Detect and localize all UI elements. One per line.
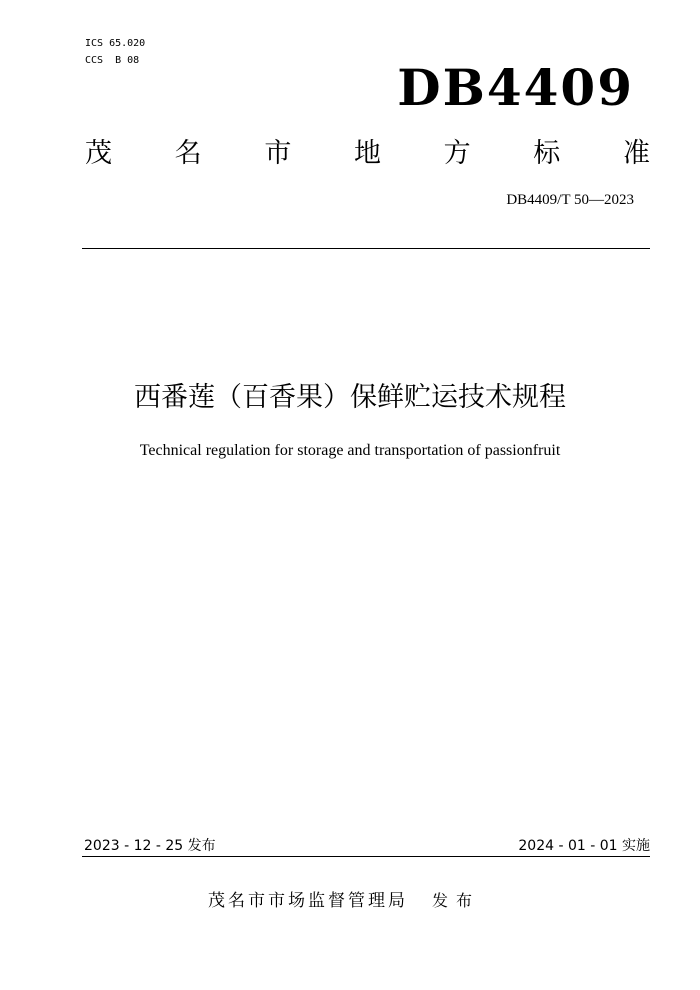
standard-type <box>85 136 650 172</box>
implementation-date: 2024 - 01 - 01 实施 <box>518 838 650 854</box>
bottom-divider <box>82 856 650 857</box>
standard-number: DB4409/T 50—2023 <box>506 192 634 208</box>
standard-code: DB4409 <box>397 58 634 117</box>
issuer-name: 茂名市市场监督管理局 <box>208 891 408 911</box>
standard-type-char: 茂 <box>85 138 112 169</box>
document-title-chinese: 西番莲（百香果）保鲜贮运技术规程 <box>134 382 566 413</box>
ics-code: ICS 65.020 <box>85 38 146 49</box>
issuer-block <box>208 890 480 912</box>
standard-type-char: 准 <box>622 138 650 169</box>
standard-type-char: 方 <box>443 138 471 169</box>
standard-type-char: 标 <box>533 138 561 169</box>
standard-type-char: 地 <box>353 138 381 169</box>
top-divider <box>82 248 650 249</box>
standard-type-char: 名 <box>174 138 202 169</box>
issuer-action: 发布 <box>432 891 481 910</box>
ccs-code: CCS B 08 <box>85 55 140 66</box>
standard-type-char: 市 <box>264 138 292 169</box>
issue-date: 2023 - 12 - 25 发布 <box>84 838 216 854</box>
document-title-english: Technical regulation for storage and transportation of passionfruit <box>139 442 561 459</box>
